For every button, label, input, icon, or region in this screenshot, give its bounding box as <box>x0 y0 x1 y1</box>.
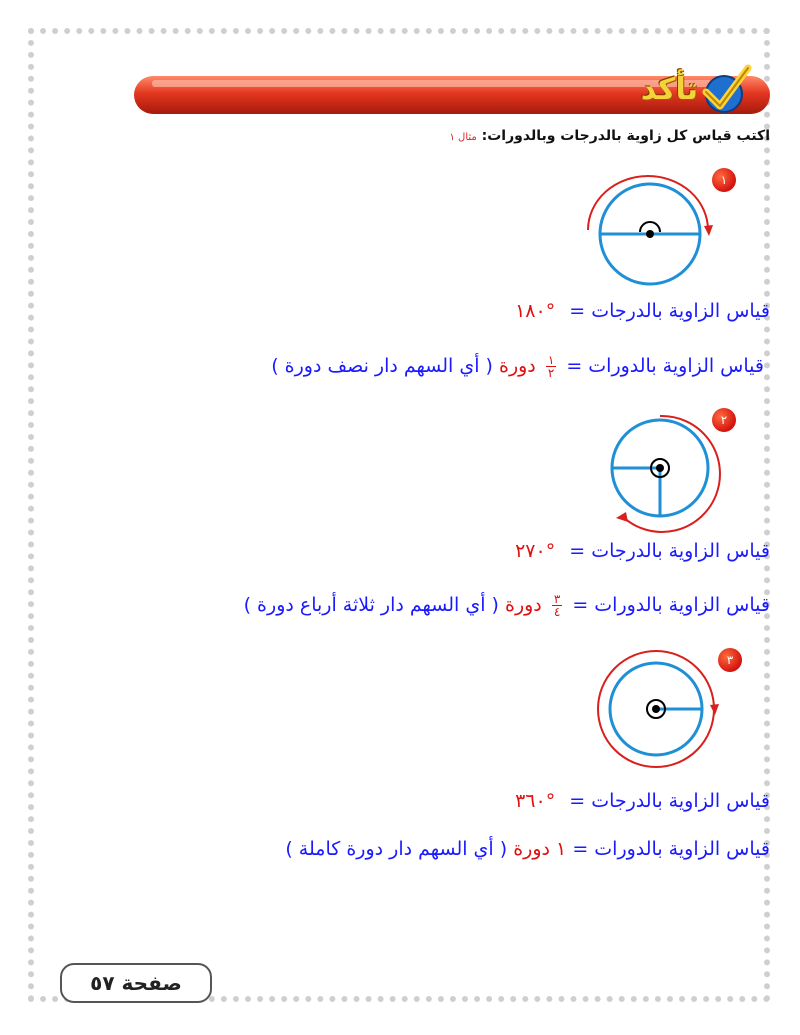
fraction-denominator: ٢ <box>547 366 555 380</box>
turns-unit: دورة <box>498 355 536 377</box>
turns-note: ( أي السهم دار ثلاثة أرباع دورة ) <box>243 594 499 616</box>
instruction-text: اكتب قياس كل زاوية بالدرجات وبالدورات: <box>481 128 770 144</box>
example-reference: مثال ١ <box>449 132 477 143</box>
degrees-line <box>515 300 770 322</box>
turns-value: ١ <box>556 838 567 860</box>
degrees-value: °٢٧٠ <box>515 540 556 562</box>
turns-line <box>271 354 764 379</box>
turns-note: ( أي السهم دار دورة كاملة ) <box>285 838 508 860</box>
degrees-line <box>515 790 770 812</box>
turns-line <box>244 593 770 618</box>
turns-fraction <box>546 354 556 379</box>
instruction <box>450 128 771 144</box>
turns-line <box>285 838 770 860</box>
degrees-label: قياس الزاوية بالدرجات = <box>569 790 770 812</box>
fraction-denominator: ٤ <box>553 605 561 619</box>
turns-fraction <box>552 593 562 618</box>
degrees-label: قياس الزاوية بالدرجات = <box>569 300 770 322</box>
degrees-value: °٣٦٠ <box>515 790 556 812</box>
turns-unit: دورة <box>513 838 550 860</box>
turns-label: قياس الزاوية بالدورات = <box>566 355 764 377</box>
degrees-value: °١٨٠ <box>515 300 556 322</box>
problem-number-badge: ٢ <box>712 408 736 432</box>
page-number-label: صفحة ٥٧ <box>60 963 212 1003</box>
checkmark-icon <box>692 62 752 118</box>
degrees-line <box>515 540 770 562</box>
degrees-label: قياس الزاوية بالدرجات = <box>569 540 770 562</box>
problem-number-badge: ٣ <box>718 648 742 672</box>
turns-label: قياس الزاوية بالدورات = <box>572 594 770 616</box>
banner-title: تأكد <box>640 72 698 107</box>
angle-diagram-half-turn <box>578 170 726 298</box>
fraction-numerator: ١ <box>547 353 555 367</box>
angle-diagram-three-quarter-turn <box>588 406 728 536</box>
angle-diagram-full-turn <box>588 645 728 773</box>
turns-note: ( أي السهم دار نصف دورة ) <box>271 355 493 377</box>
turns-label: قياس الزاوية بالدورات = <box>572 838 770 860</box>
fraction-numerator: ٣ <box>553 592 561 606</box>
turns-unit: دورة <box>504 594 542 616</box>
problem-number-badge: ١ <box>712 168 736 192</box>
